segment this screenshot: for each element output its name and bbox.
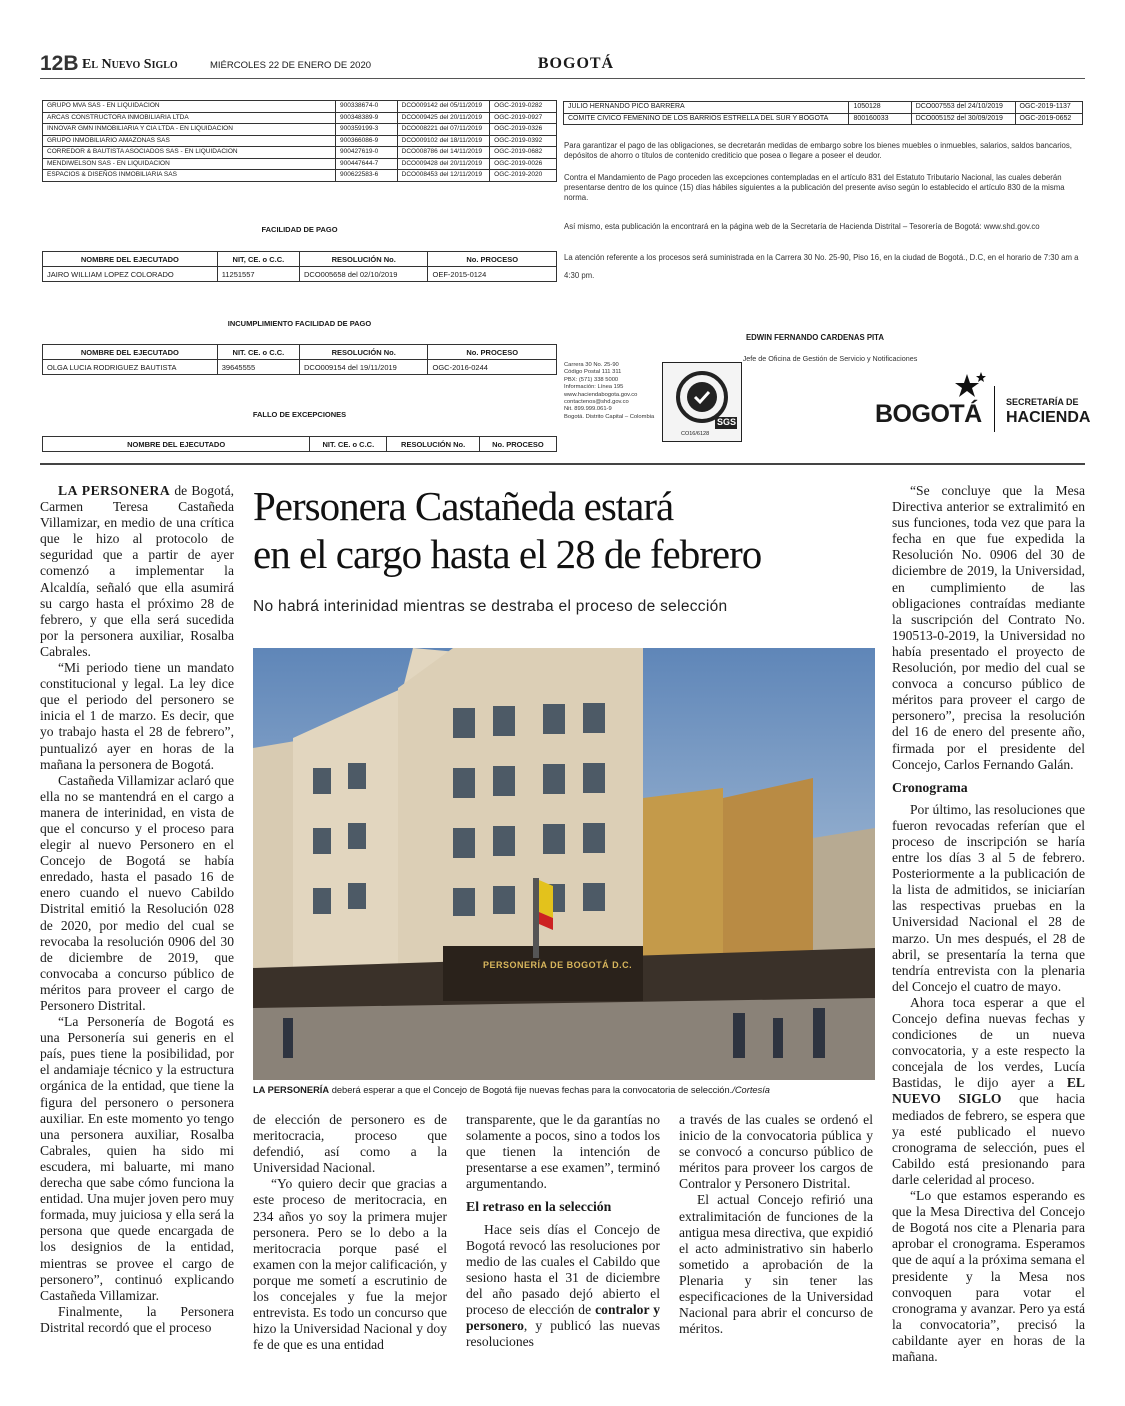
table-cell: OEF-2015-0124 [428, 267, 557, 282]
table-cell: OGC-2016-0244 [428, 360, 557, 375]
article-paragraph: “Lo que estamos esperando es que la Mesa Directiva del Concejo de Bogotá nos cite a Plenaria para aprobar el cronograma. Esperamos que de aquí a la próxima semana el presidente y la Mesa nos convoquen para votar el cronograma y avanzar. Pero ya está la convocatoria”, precisó la cabildante ayer en horas de la mañana. [892, 1188, 1085, 1364]
column-header: RESOLUCIÓN No. [387, 437, 480, 452]
table-row [43, 267, 557, 282]
notice-paragraph: Contra el Mandamiento de Pago proceden las excepciones contempladas en el artículo 831 del Estatuto Tributario Nacional, las cuales deberán presentarse dentro de los quince (15) días hábiles siguientes a la publicación del presente aviso según lo establecido el artículo 830 de la misma norma. [564, 173, 1065, 202]
table-row [43, 112, 557, 124]
stars-icon [947, 372, 987, 402]
column-header: NIT. CE. o C.C. [217, 345, 299, 360]
article-emphasis: contralor y personero [466, 1302, 661, 1334]
contact-block [564, 362, 664, 421]
table-cell: DCO009428 del 20/11/2019 [397, 158, 490, 170]
logo-dept-line-1: SECRETARÍA DE [1006, 397, 1079, 407]
table-cell: OGC-2019-0682 [490, 147, 557, 159]
notice-paragraph: Para garantizar el pago de las obligaciones, se decretarán medidas de embargo sobre los bienes muebles o inmuebles, salarios, saldos bancarios, depósitos de ahorro o títulos de contenido crediticio que posea o llegare a poseer el deudor. [564, 141, 1072, 160]
page-number: 12B [40, 52, 79, 75]
table-row [564, 113, 1083, 125]
table-cell: CORREDOR & BAUTISTA ASOCIADOS SAS - EN LIQUIDACION [43, 147, 336, 159]
notice-paragraph: Así mismo, esta publicación la encontrará en la página web de la Secretaría de Hacienda Distrital – Tesorería de Bogotá: www.shd.gov.co [564, 222, 1040, 231]
table-cell: DCO009102 del 18/11/2019 [397, 135, 490, 147]
article-paragraph: de Bogotá, Carmen Teresa Castañeda Villamizar, en medio de una crítica que le hizo al protocolo de seguridad que a partir de ayer comenzó a implementar la Alcaldía, señaló que ella asumirá su cargo hasta el próximo 28 de febrero, y que ella será sucedida por la personera auxiliar, Rosalba Cabrales. [40, 483, 235, 659]
headline-line-1: Personera Castañeda estará [253, 483, 674, 529]
table-row [43, 158, 557, 170]
article-subheadline: No habrá interinidad mientras se destraba el proceso de selección [253, 598, 728, 615]
article-paragraph: El actual Concejo refirió una extralimitación de funciones de la antigua mesa directiva, que expidió el acto administrativo sin haberlo sometido a aprobación de la Plenaria y sin tener las especificaciones de la Universidad Nacional para abrir el concurso de méritos. [679, 1192, 873, 1337]
table-row [43, 170, 557, 182]
issue-date: MIÉRCOLES 22 DE ENERO DE 2020 [210, 60, 372, 71]
article-paragraph: Castañeda Villamizar aclaró que ella no se mantendrá en el cargo a manera de interinidad, en vista de que el concurso y el proceso para elegir al nuevo Personero en el Concejo de Bogotá se había enredado, hasta el pasado 16 de enero cuando el nuevo Cabildo Distrital emitió la Resolución 028 de 2020, por medio del cual se revocaba la resolución 0906 del 30 de diciembre de 2019, que convocaba a concurso público de méritos para proveer el cargo de Personero Distrital. [40, 772, 234, 1013]
table-cell: OGC-2019-0282 [490, 101, 557, 113]
table-cell: OLGA LUCIA RODRIGUEZ BAUTISTA [43, 360, 218, 375]
page-header [40, 52, 1085, 78]
table-cell: 900338674-0 [335, 101, 397, 113]
table-cell: DCO009142 del 05/11/2019 [397, 101, 490, 113]
table-cell: DCO009154 del 19/11/2019 [299, 360, 428, 375]
table-cell: INNOVAR GMN INMOBILIARIA Y CIA LTDA - EN LIQUIDACION [43, 124, 336, 136]
table-row [43, 135, 557, 147]
column-header: NOMBRE DEL EJECUTADO [43, 345, 218, 360]
certification-seal-icon [663, 363, 741, 441]
column-header: RESOLUCIÓN No. [299, 345, 428, 360]
table-cell: ESPACIOS & DISEÑOS INMOBILIARIA SAS [43, 170, 336, 182]
table-cell: OGC-2019-0652 [1015, 113, 1082, 125]
table-cell: OGC-2019-0326 [490, 124, 557, 136]
table-cell: 900359199-3 [335, 124, 397, 136]
table-cell: JAIRO WILLIAM LOPEZ COLORADO [43, 267, 218, 282]
cert-code: CO16/6128 [681, 431, 710, 437]
table-cell: 900427619-0 [335, 147, 397, 159]
logo-divider [994, 386, 995, 432]
section-subheading: El retraso en la selección [466, 1199, 612, 1215]
caption-lead: LA PERSONERÍA [253, 1085, 330, 1095]
table-cell: 900366086-9 [335, 135, 397, 147]
table-title: INCUMPLIMIENTO FACILIDAD DE PAGO [227, 319, 372, 328]
logo-city: BOGOTÁ [875, 400, 982, 428]
article-text: Ahora toca esperar a que el Concejo defina nuevas fechas y condiciones de un nueva convocatoria, y a este respecto la concejala de los verdes, Lucía Bastidas, le dijo ayer a [892, 994, 1085, 1091]
table-cell: 1050128 [849, 102, 911, 114]
column-header: NOMBRE DEL EJECUTADO [43, 252, 218, 267]
article-column-1 [40, 483, 234, 1336]
table-row [43, 360, 557, 375]
incumplimiento-table [42, 344, 557, 375]
article-headline [253, 482, 883, 578]
caption-credit: /Cortesía [732, 1085, 770, 1095]
table-cell: GRUPO INMOBILIARIO AMAZONAS SAS [43, 135, 336, 147]
table-cell: DCO007553 del 24/10/2019 [911, 102, 1015, 114]
sgs-certification-logo [662, 362, 742, 442]
table-cell: 11251557 [217, 267, 299, 282]
secretaria-hacienda-logo [875, 372, 1091, 434]
table-cell: ARCAS CONSTRUCTORA INMOBILIARIA LTDA [43, 112, 336, 124]
article-paragraph: a través de las cuales se ordenó el inicio de la convocatoria pública y se convocó a concurso público de méritos para proveer los cargos de Contralor y Personero Distrital. [679, 1112, 873, 1192]
caption-text: deberá esperar a que el Concejo de Bogotá fije nuevas fechas para la convocatoria de selección. [329, 1085, 733, 1095]
table-cell: OGC-2019-0392 [490, 135, 557, 147]
table-cell: OGC-2019-2020 [490, 170, 557, 182]
table-cell: COMITE CIVICO FEMENINO DE LOS BARRIOS ESTRELLA DEL SUR Y BOGOTA [564, 113, 849, 125]
facilidad-table [42, 251, 557, 282]
table-cell: OGC-2019-0927 [490, 112, 557, 124]
section-title: BOGOTÁ [537, 55, 615, 72]
article-column-5 [892, 483, 1085, 1365]
table-cell: DCO008453 del 12/11/2019 [397, 170, 490, 182]
publication-name: El Nuevo Siglo [82, 57, 178, 72]
article-paragraph: Por último, las resoluciones que fueron revocadas referían que el proceso de inscripción se haría entre los días 3 al 5 de febrero. Posteriormente a la publicación de la lista de admitidos, se iniciarían las respectivas pruebas en la Universidad Nacional el 28 de marzo. Un mes después, el 28 de abril, se presentaría la terna que tendría entrevista con la plenaria del Concejo el cuatro de mayo. [892, 801, 1085, 994]
table-row [43, 124, 557, 136]
article-column-3 [466, 1112, 660, 1350]
article-paragraph: “Se concluye que la Mesa Directiva anterior se extralimitó en sus funciones, toda vez que para la fecha en que fue expedida la Resolución No. 0906 del 30 de diciembre de 2019, la Universidad, en cumplimiento de las obligaciones contraídas mediante la suscripción del Contrato No. 190513-0-2019, la Universidad no había presentado el proyecto de Resolución, por medio del cual se convoca a concurso público de méritos para proveer el cargo de personero”, precisa la resolución del 16 de enero del presente año, firmada por el presidente del Concejo, Carlos Fernando Galán. [892, 483, 1085, 772]
header-divider [40, 78, 1085, 79]
contact-line: Nit. 899.999.061-9 [564, 406, 612, 413]
signer-title: Jefe de Oficina de Gestión de Servicio y Notificaciones [742, 354, 918, 363]
table-cell: DCO005152 del 30/09/2019 [911, 113, 1015, 125]
fallo-table [42, 436, 557, 452]
table-title: FALLO DE EXCEPCIONES [252, 410, 347, 419]
notice-paragraph: La atención referente a los procesos será suministrada en la Carrera 30 No. 25-90, Piso 16, en la ciudad de Bogotá., D.C, en el horario de 7:30 am a 4:30 pm. [564, 253, 1079, 280]
signer-name: EDWIN FERNANDO CARDENAS PITA [745, 333, 885, 342]
article-paragraph: Finalmente, la Personera Distrital recordó que el proceso [40, 1303, 234, 1335]
table-cell: 900622583-6 [335, 170, 397, 182]
table-row [43, 147, 557, 159]
column-header: NIT, CE. o C.C. [217, 252, 299, 267]
table-cell: GRUPO MVA SAS - EN LIQUIDACION [43, 101, 336, 113]
column-header: RESOLUCIÓN No. [299, 252, 428, 267]
article-photo [253, 648, 875, 1080]
table-cell: OGC-2019-0026 [490, 158, 557, 170]
table-cell: JULIO HERNANDO PICO BARRERA [564, 102, 849, 114]
table-cell: DCO009425 del 20/11/2019 [397, 112, 490, 124]
article-paragraph: “Yo quiero decir que gracias a este proceso de meritocracia, en 234 años yo soy la primera mujer personera. Pero se lo debo a la meritocracia porque pasé el examen con la mejor calificación, y porque me sometí a escrutinio de los concejales y fue la mejor entrevista. Es todo un concurso que hizo la Universidad Nacional y doy fe de que es una entidad [253, 1176, 447, 1353]
article-column-2 [253, 1112, 447, 1353]
article-paragraph: de elección de personero es de meritocracia, proceso que defendió, así como a la Universidad Nacional. [253, 1112, 447, 1176]
column-header: No. PROCESO [479, 437, 556, 452]
embargo-table-left [42, 100, 557, 182]
logo-dept-line-2: HACIENDA [1006, 409, 1091, 426]
table-cell: DCO008221 del 07/11/2019 [397, 124, 490, 136]
contact-line: Carrera 30 No. 25-90 [564, 362, 619, 368]
table-cell: DCO005658 del 02/10/2019 [299, 267, 428, 282]
contact-line: contactenos@shd.gov.co [564, 399, 629, 406]
column-header: No. PROCESO [428, 252, 557, 267]
table-cell: 800160033 [849, 113, 911, 125]
article-lead-in: LA PERSONERA [58, 483, 171, 498]
column-header: NOMBRE DEL EJECUTADO [43, 437, 310, 452]
table-row [43, 101, 557, 113]
column-header: No. PROCESO [428, 345, 557, 360]
section-subheading: Cronograma [892, 779, 968, 795]
table-cell: DCO008786 del 14/11/2019 [397, 147, 490, 159]
table-cell: 39645555 [217, 360, 299, 375]
contact-line: www.haciendabogota.gov.co [564, 391, 638, 398]
contact-line: PBX: (571) 338 5000 [564, 376, 619, 383]
building-sign: PERSONERÍA DE BOGOTÁ D.C. [483, 960, 633, 970]
article-column-4 [679, 1112, 873, 1337]
article-text: , y publicó las nuevas resoluciones [466, 1318, 660, 1350]
column-header: NIT. CE. o C.C. [310, 437, 387, 452]
article-paragraph: transparente, que le da garantías no solamente a pocos, sino a todos los que tienen la intención de presentarse a ese examen”, terminó argumentando. [466, 1112, 660, 1192]
table-cell: 900348389-9 [335, 112, 397, 124]
table-title: FACILIDAD DE PAGO [261, 225, 338, 234]
table-cell: 900447644-7 [335, 158, 397, 170]
personeria-building-photo [253, 648, 875, 1080]
table-cell: OGC-2019-1137 [1015, 102, 1082, 114]
article-text: que hacia mediados de febrero, se espera que ya esté publicado el nuevo cronograma de selección, pues el Cabildo está presionando para darle celeridad al proceso. [892, 1091, 1085, 1187]
article-divider [40, 463, 1085, 465]
photo-caption [253, 1085, 875, 1095]
cert-label: SGS [717, 417, 737, 427]
contact-line: Bogotá. Distrito Capital – Colombia [564, 413, 655, 420]
contact-line: Información: Línea 195 [564, 384, 624, 391]
table-cell: MENDIWELSON SAS - EN LIQUIDACION [43, 158, 336, 170]
contact-line: Código Postal 111 311 [564, 369, 622, 376]
table-row [564, 102, 1083, 114]
article-paragraph: “Mi periodo tiene un mandato constitucional y legal. La ley dice que el periodo del personero se inicia el 1 de marzo. Es decir, que yo trabajo hasta el 28 de febrero”, puntualizó ayer en horas de la mañana la personera de Bogotá. [40, 660, 234, 772]
article-emphasis: EL NUEVO SIGLO [892, 1075, 1085, 1107]
headline-line-2: en el cargo hasta el 28 de febrero [253, 531, 762, 577]
article-paragraph: “La Personería de Bogotá es una Personería sui generis en el país, pues tiene la posibilidad, por el andamiaje técnico y la estructura orgánica de la entidad, que tiene la figura del personero o personera auxiliar. En este momento yo tengo una personera auxiliar, Rosalba Cabrales, quien ha sido mi escudera, mi baluarte, mi mano derecha que sabe cómo funciona la entidad. Una mujer joven pero muy formada, muy juiciosa y ella será la persona que quede encargada de los designios de la entidad, mientras se provee el cargo de personero”, continuó explicando Castañeda Villamizar. [40, 1014, 234, 1303]
embargo-table-right [563, 101, 1083, 125]
article-text: Hace seis días el Concejo de Bogotá revocó las resoluciones por medio de las cuales el Cabildo que sesiono hasta el 31 de diciembre del año pasado dejó abierto el proceso de elección de [466, 1221, 660, 1318]
